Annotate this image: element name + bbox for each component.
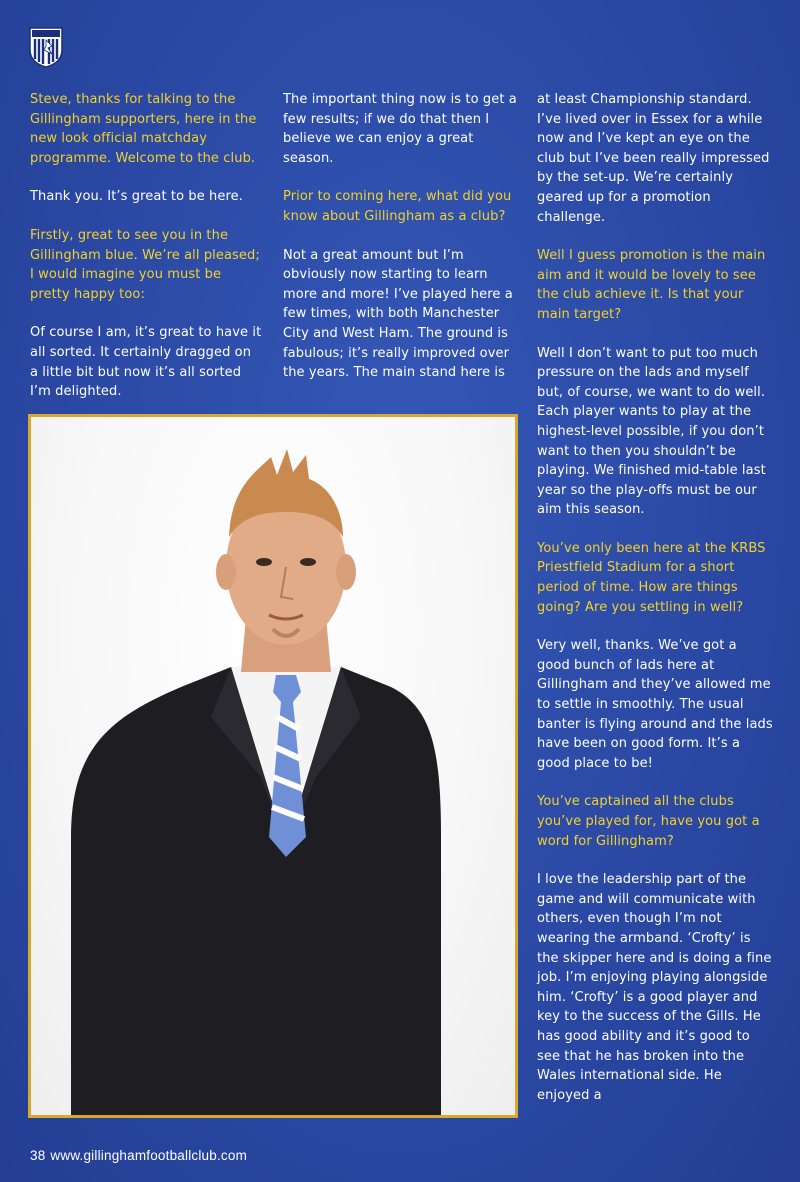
question-paragraph: Steve, thanks for talking to the Gillingham supporters, here in the new look official matchday programme. Welcome to the club. bbox=[30, 92, 257, 166]
answer-paragraph: Thank you. It’s great to be here. bbox=[30, 189, 243, 205]
interview-column-2 bbox=[283, 90, 523, 402]
player-photo bbox=[31, 417, 515, 1115]
player-photo-frame bbox=[28, 414, 518, 1118]
interview-column-3 bbox=[537, 90, 773, 1124]
interview-column-1 bbox=[30, 90, 262, 421]
club-crest-icon bbox=[28, 26, 64, 68]
answer-paragraph: Well I don’t want to put too much pressure on the lads and myself but, of course, we want to do well. Each player wants to play at the highest-level possible, if you don’t want to then you shouldn’t be playing. We finished mid-table last year so the play-offs must be our aim this season. bbox=[537, 345, 766, 518]
answer-paragraph: Very well, thanks. We’ve got a good bunch of lads here at Gillingham and they’ve allowed me to settle in smoothly. The usual banter is flying around and the lads have been on good form. It’s a good place to be! bbox=[537, 638, 773, 771]
page-footer bbox=[30, 1148, 247, 1163]
player-portrait-illustration bbox=[31, 417, 515, 1115]
website-link[interactable]: www.gillinghamfootballclub.com bbox=[50, 1148, 248, 1163]
answer-paragraph: at least Championship standard. I’ve lived over in Essex for a while now and I’ve kept an eye on the club but I’ve been really impressed by the set-up. We’re certainly geared up for a promotion challenge. bbox=[537, 92, 770, 225]
question-paragraph: Well I guess promotion is the main aim and it would be lovely to see the club achieve it. Is that your main target? bbox=[537, 248, 766, 322]
question-paragraph: You’ve only been here at the KRBS Priestfield Stadium for a short period of time. How are things going? Are you settling in well? bbox=[537, 540, 766, 615]
question-paragraph: Firstly, great to see you in the Gillingham blue. We’re all pleased; I would imagine you must be pretty happy too: bbox=[30, 227, 260, 302]
question-paragraph: Prior to coming here, what did you know about Gillingham as a club? bbox=[283, 189, 512, 224]
answer-paragraph: The important thing now is to get a few results; if we do that then I believe we can enjoy a great season. bbox=[283, 92, 517, 166]
answer-paragraph: I love the leadership part of the game and will communicate with others, even though I’m not wearing the armband. ‘Crofty’ is the skipper here and is doing a fine job. I’m enjoying playing alongside him. ‘Crofty’ is a good player and key to the success of the Gills. He has good ability and it’s good to see that he has broken into the Wales international side. He enjoyed a bbox=[537, 872, 772, 1103]
answer-paragraph: Of course I am, it’s great to have it all sorted. It certainly dragged on a little bit but now it’s all sorted I’m delighted. bbox=[30, 325, 262, 400]
page-number: 38 bbox=[30, 1148, 46, 1163]
question-paragraph: You’ve captained all the clubs you’ve played for, have you got a word for Gillingham? bbox=[537, 794, 760, 849]
answer-paragraph: Not a great amount but I’m obviously now starting to learn more and more! I’ve played here a few times, with both Manchester City and West Ham. The ground is fabulous; it’s really improved over the years. The main stand here is bbox=[283, 247, 513, 381]
